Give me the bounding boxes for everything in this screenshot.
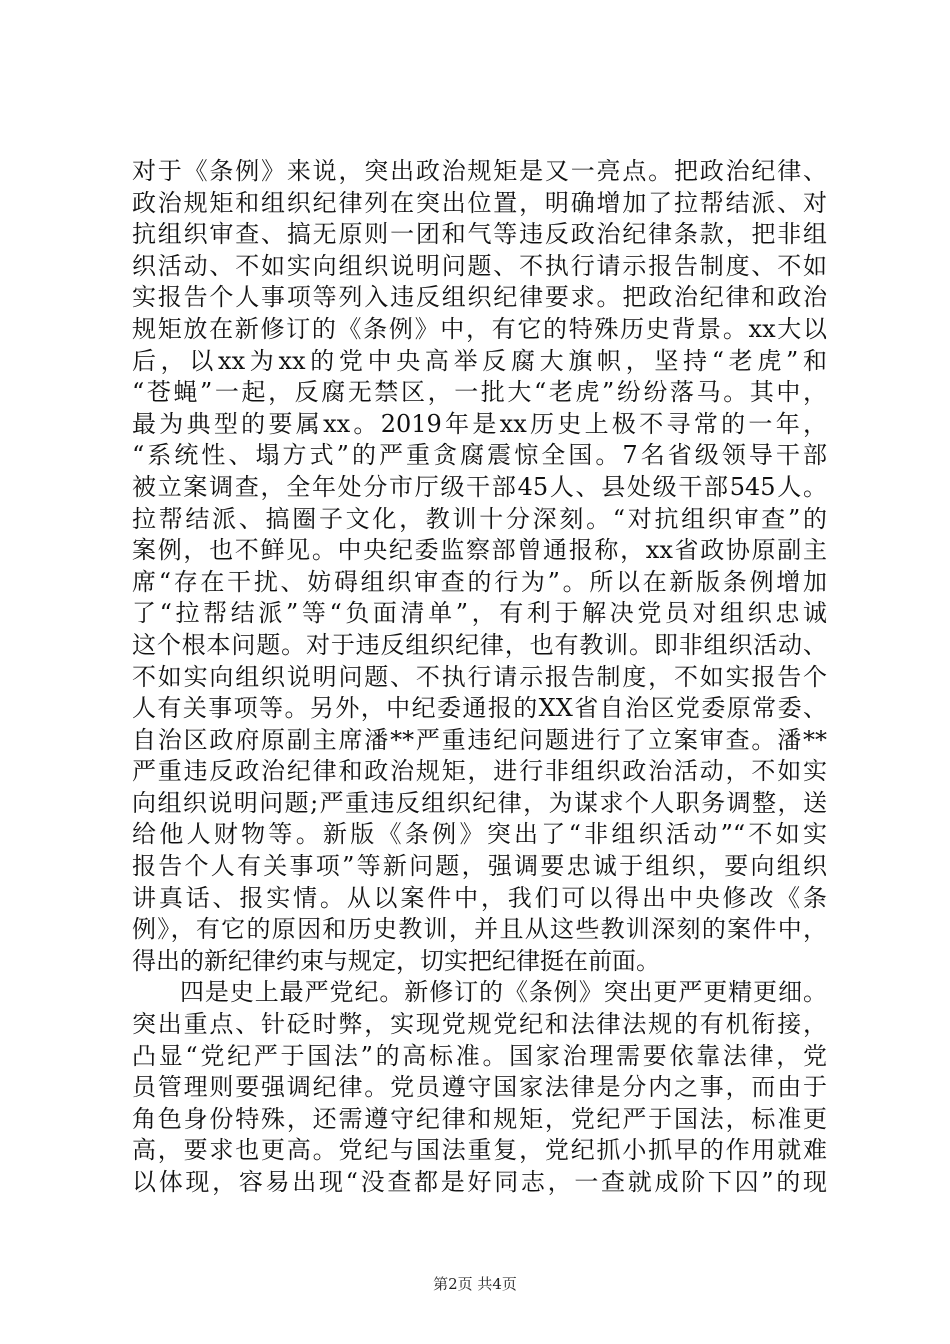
text-line: 对于《条例》来说，突出政治规矩是又一亮点。把政治纪律、 [132, 157, 827, 185]
text-line: 严重违反政治纪律和政治规矩，进行非组织政治活动，不如实 [132, 757, 827, 786]
text-line: 被立案调查，全年处分市厅级干部45人、县处级干部545人。 [132, 472, 827, 501]
text-line: 向组织说明问题;严重违反组织纪律，为谋求个人职务调整，送 [132, 788, 827, 817]
text-line: 高，要求也更高。党纪与国法重复，党纪抓小抓早的作用就难 [132, 1136, 827, 1165]
text-line: 报告个人有关事项”等新问题，强调要忠诚于组织，要向组织 [132, 852, 827, 881]
page-number: 第2页 共4页 [433, 1275, 517, 1293]
page-footer [0, 1274, 950, 1294]
text-line: 不如实向组织说明问题、不执行请示报告制度，不如实报告个 [132, 662, 827, 691]
text-line: 了“拉帮结派”等“负面清单”，有利于解决党员对组织忠诚 [132, 599, 827, 628]
paragraph-start-line: 四是史上最严党纪。新修订的《条例》突出更严更精更细。 [180, 978, 827, 1007]
text-line: 人有关事项等。另外，中纪委通报的XX省自治区党委原常委、 [132, 694, 827, 723]
text-line: 案例，也不鲜见。中央纪委监察部曾通报称，xx省政协原副主 [132, 536, 827, 565]
document-body [132, 156, 827, 1199]
text-line: 自治区政府原副主席潘**严重违纪问题进行了立案审查。潘** [132, 725, 827, 754]
text-line: 席“存在干扰、妨碍组织审查的行为”。所以在新版条例增加 [132, 567, 827, 596]
text-line: 讲真话、报实情。从以案件中，我们可以得出中央修改《条 [132, 883, 827, 912]
text-line: 实报告个人事项等列入违反组织纪律要求。把政治纪律和政治 [132, 283, 827, 312]
text-line: 凸显“党纪严于国法”的高标准。国家治理需要依靠法律，党 [132, 1041, 827, 1070]
text-line: 例》，有它的原因和历史教训，并且从这些教训深刻的案件中， [132, 915, 827, 944]
text-line: 角色身份特殊，还需遵守纪律和规矩，党纪严于国法，标准更 [132, 1104, 827, 1133]
text-line: 政治规矩和组织纪律列在突出位置，明确增加了拉帮结派、对 [132, 188, 827, 217]
text-line: 拉帮结派、搞圈子文化，教训十分深刻。“对抗组织审查”的 [132, 504, 827, 533]
text-line: 后，以xx为xx的党中央高举反腐大旗帜，坚持“老虎”和 [132, 346, 827, 375]
text-line: 突出重点、针砭时弊，实现党规党纪和法律法规的有机衔接， [132, 1010, 827, 1039]
text-line: 以体现，容易出现“没查都是好同志，一查就成阶下囚”的现 [132, 1168, 827, 1196]
text-line: 这个根本问题。对于违反组织纪律，也有教训。即非组织活动、 [132, 630, 827, 659]
text-line: “苍蝇”一起，反腐无禁区，一批大“老虎”纷纷落马。其中， [132, 378, 827, 407]
text-line: 规矩放在新修订的《条例》中，有它的特殊历史背景。xx大以 [132, 314, 827, 343]
paragraph-end-line: 得出的新纪律约束与规定，切实把纪律挺在前面。 [132, 946, 660, 975]
text-line: 给他人财物等。新版《条例》突出了“非组织活动”“不如实 [132, 820, 827, 849]
text-line: 织活动、不如实向组织说明问题、不执行请示报告制度、不如 [132, 251, 827, 280]
text-line: 最为典型的要属xx。2019年是xx历史上极不寻常的一年， [132, 409, 827, 438]
text-line: “系统性、塌方式”的严重贪腐震惊全国。7名省级领导干部 [132, 441, 827, 470]
text-line: 抗组织审查、搞无原则一团和气等违反政治纪律条款，把非组 [132, 220, 827, 249]
text-line: 员管理则要强调纪律。党员遵守国家法律是分内之事，而由于 [132, 1073, 827, 1102]
